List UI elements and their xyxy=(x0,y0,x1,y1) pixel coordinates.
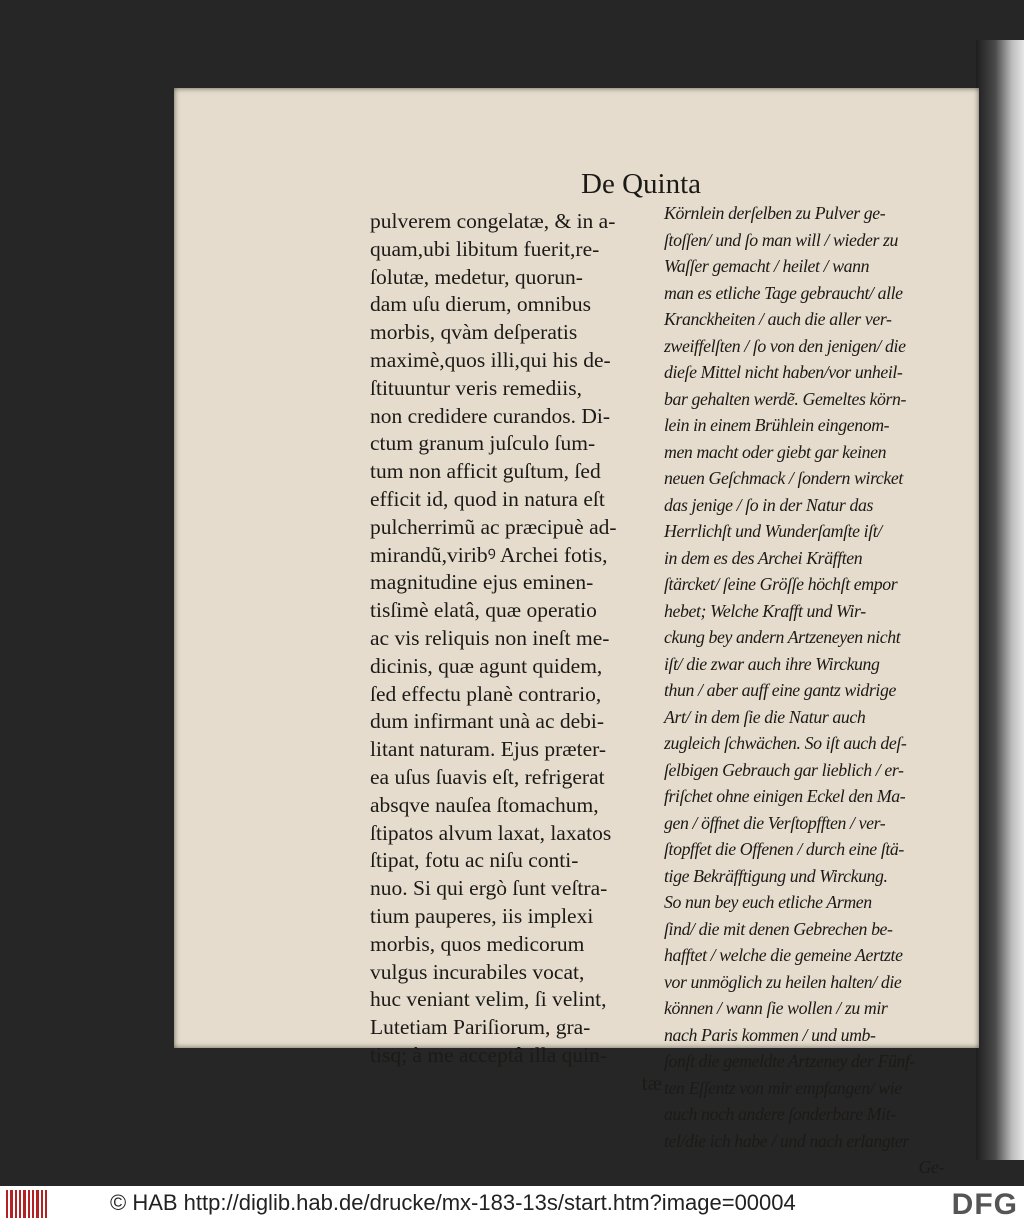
latin-text-catchword: tæ xyxy=(641,1070,662,1095)
latin-text-line: magnitudine ejus eminen- xyxy=(370,570,594,595)
german-text-line: ſonſt die gemeldte Artzeney der Fünf- xyxy=(664,1051,916,1071)
latin-text-line: nuo. Si qui ergò ſunt veſtra- xyxy=(370,876,608,901)
latin-text-line: dam uſu dierum, omnibus xyxy=(370,292,591,317)
german-text-line: friſchet ohne einigen Eckel den Ma- xyxy=(664,786,906,806)
footer-bar xyxy=(0,1186,1024,1223)
page-heading: De Quinta xyxy=(581,168,701,200)
latin-text-line: quam,ubi libitum fuerit,re- xyxy=(370,236,600,261)
german-text-line: hebet; Welche Krafft und Wir- xyxy=(664,600,866,621)
latin-text-line: ctum granum juſculo ſum- xyxy=(370,431,596,456)
latin-text-line: pulverem congelatæ, & in a- xyxy=(370,209,616,233)
german-text-line: tige Bekräfftigung und Wirckung. xyxy=(664,865,888,886)
latin-text-line: ſolutæ, medetur, quorun- xyxy=(370,264,583,289)
latin-text-line: efficit id, quod in natura eſt xyxy=(370,486,605,511)
latin-text-line: litant naturam. Ejus præter- xyxy=(370,737,607,762)
book-page xyxy=(174,88,979,1177)
german-text-line: hafftet / welche die gemeine Aertzte xyxy=(664,945,903,965)
german-text-line: zugleich ſchwächen. So iſt auch deſ- xyxy=(664,733,907,753)
german-text-line: Kranckheiten / auch die aller ver- xyxy=(664,309,892,329)
hab-logo-icon xyxy=(6,1190,48,1218)
german-text-line: iſt/ die zwar auch ihre Wirckung xyxy=(664,653,880,674)
latin-text-line: ſtipat, fotu ac niſu conti- xyxy=(370,848,579,873)
german-text-line: man es etliche Tage gebraucht/ alle xyxy=(664,282,903,303)
german-text-line: bar gehalten werdẽ. Gemeltes körn- xyxy=(664,388,907,409)
latin-text-line: vulgus incurabiles vocat, xyxy=(370,959,585,984)
german-text-line: ten Eſſentz von mir empfangen/ wie xyxy=(664,1077,902,1098)
german-text-line: in dem es des Archei Kräfften xyxy=(664,547,863,568)
german-text-line: Waſſer gemacht / heilet / wann xyxy=(664,256,870,276)
german-text-line: lein in einem Brühlein eingenom- xyxy=(664,415,890,435)
latin-text-line: mirandũ,viribꝰ Archei fotis, xyxy=(370,542,608,567)
german-text-line: tel/die ich habe / und nach erlangter xyxy=(664,1130,909,1151)
german-text-catchword: Ge- xyxy=(918,1157,944,1177)
latin-text-line: ea uſus ſuavis eſt, refrigerat xyxy=(370,764,605,789)
latin-text-line: absqve nauſea ſtomachum, xyxy=(370,792,599,817)
german-text-line: ſelbigen Gebrauch gar lieblich / er- xyxy=(664,759,904,780)
latin-text-line: maximè,quos illi,qui his de- xyxy=(370,347,611,372)
german-text-line: neuen Geſchmack / ſondern wircket xyxy=(664,468,903,488)
latin-text-line: Lutetiam Pariſiorum, gra- xyxy=(370,1015,591,1040)
latin-text-line: tum non afficit guſtum, ſed xyxy=(370,459,601,484)
german-text-line: ſind/ die mit denen Gebrechen be- xyxy=(664,918,893,939)
german-text-line: ſtärcket/ ſeine Gröſſe höchſt empor xyxy=(664,574,898,594)
latin-text-line: morbis, quos medicorum xyxy=(370,931,585,956)
german-column xyxy=(664,200,964,1181)
german-text-line: können / wann ſie wollen / zu mir xyxy=(664,998,888,1018)
german-text-line: nach Paris kommen / und umb- xyxy=(664,1024,876,1045)
latin-text-line: morbis, qvàm deſperatis xyxy=(370,320,578,345)
german-text-line: Herrlichſt und Wunderſamſte iſt/ xyxy=(664,521,882,541)
german-text-line: dieſe Mittel nicht haben/vor unheil- xyxy=(664,362,903,382)
latin-text-line: pulcherrimũ ac præcipuè ad- xyxy=(370,514,617,539)
german-text-line: Körnlein derſelben zu Pulver ge- xyxy=(664,203,886,223)
german-text-line: men macht oder giebt gar keinen xyxy=(664,441,887,462)
german-text-line: das jenige / ſo in der Natur das xyxy=(664,494,873,515)
latin-text-line: tisſimè elatâ, quæ operatio xyxy=(370,598,597,623)
copyright-link[interactable]: © HAB http://diglib.hab.de/drucke/mx-183-13s/start.htm?image=00004 xyxy=(110,1190,796,1215)
german-text-line: auch noch andere ſonderbare Mit- xyxy=(664,1104,896,1124)
latin-column xyxy=(370,208,670,1098)
german-text-line: ſtopffet die Offenen / durch eine ſtä- xyxy=(664,839,904,859)
latin-text-line: ſed effectu planè contrario, xyxy=(370,681,602,706)
latin-text-line: huc veniant velim, ſi velint, xyxy=(370,987,607,1012)
dfg-logo: DFG xyxy=(951,1188,1018,1221)
german-text-line: vor unmöglich zu heilen halten/ die xyxy=(664,971,902,992)
latin-text-line: tium pauperes, iis implexi xyxy=(370,903,594,928)
german-text-line: ckung bey andern Artzeneyen nicht xyxy=(664,627,901,647)
adjacent-page-edge xyxy=(976,40,1024,1160)
latin-text-line: dicinis, quæ agunt quidem, xyxy=(370,653,603,678)
latin-text-line: ſtipatos alvum laxat, laxatos xyxy=(370,820,612,845)
latin-text-line: ſtituuntur veris remediis, xyxy=(370,375,582,400)
german-text-line: So nun bey euch etliche Armen xyxy=(664,892,872,912)
german-text-line: zweiffelſten / ſo von den jenigen/ die xyxy=(664,335,906,356)
latin-text-line: non credidere curandos. Di- xyxy=(370,403,610,428)
german-text-line: ſtoſſen/ und ſo man will / wieder zu xyxy=(664,229,899,250)
latin-text-line: tisq; à me acceptâ illa quin- xyxy=(370,1042,608,1067)
latin-text-line: dum infirmant unà ac debi- xyxy=(370,709,605,734)
latin-text-line: ac vis reliquis non ineſt me- xyxy=(370,625,610,650)
german-text-line: thun / aber auff eine gantz widrige xyxy=(664,680,896,700)
german-text-line: Art/ in dem ſie die Natur auch xyxy=(664,706,866,727)
german-text-line: gen / öffnet die Verſtopfften / ver- xyxy=(664,812,886,833)
